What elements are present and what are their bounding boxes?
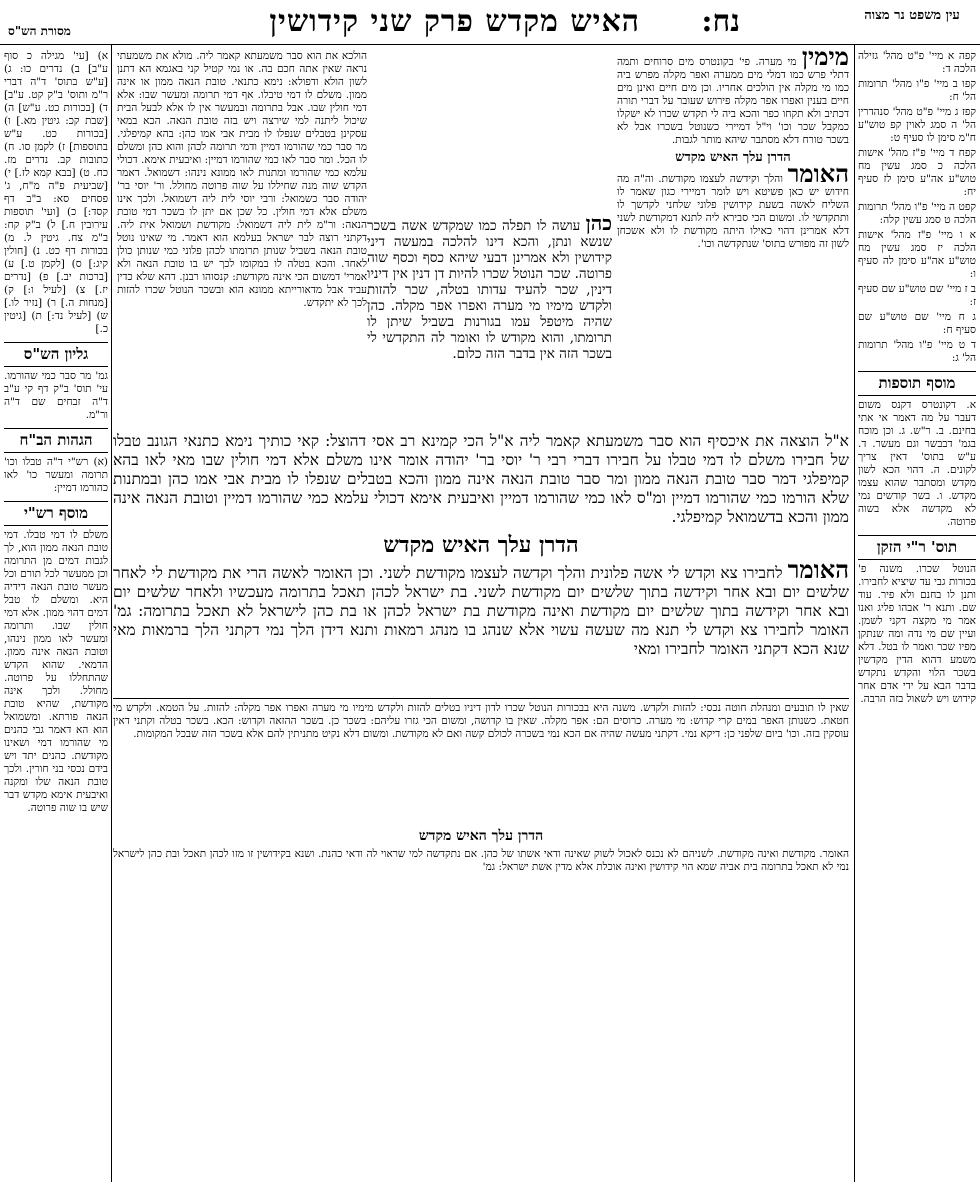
- ein-mishpat-entry: קפז ג מיי' פ"ט מהל' סנהדרין הל' ה סמג לאוין קפ טוש"ע ח"מ סימן לו סעיף ט:: [858, 106, 976, 144]
- rashi-text: הולכא את הוא סבר משמעתא קאמר ליה. מולא את משמעתי נראה שאין אתה חכם בה. או נמי קטיל קני באגמא הא דתנן לשון הולא ודפולא: נימא כתנאי. טובת הנאה ממון או אינה ממון. משלם לו דמי טיבלו. אף דמי תרומה ומעשר שבו: אלא דמי חולין שבו. אבל בתרומה ובמעשר אין לו אלא לבעל הבית שיכול ליתנה למי שירצה ויש בזה טובת הנאה. הכא במאי עסקינן בטבלים שנפלו לו מבית אבי אמו כהן: בהא קמיפלגי. מר סבר כמי שהורמו דמיין ודמי תרומה לכהן והוא כהן ומשלם לו הכל. ומר סבר לאו כמי שהורמו דמיין: ואיבעית אימא. דכולי עלמא כמי שהורמו ומתנות לאו ממונא נינהו: דשמואל. דאמר הקדש שוה מנה שחיללו על שוה פרוטה מחולל. ור' יוסי בר' יהודה סבר כשמואל: ורבי יוסי לית ליה דשמואל. ולכך אינו משלם אלא דמי חולין. כל שכן אם יתן לו בשכר דמי טובת הנאה: ור"מ לית ליה דשמואל: מקודשת ושמואל אית ליה. דקתני רוצה לבר ישראל בעלמא הוא דאמר. מי שאינו נוטל טובת הנאה בשביל שנותן תרומתו לכהן פלוני כמי שנותן כולן לאחד. והכא בטלה לו במקומו לכך יש בו טובת הנאה ולא אמרי' דמשום הכי אינה מקודשת: קנסוהו רבנן. דהא שלא כדין עביד אבל מדאורייתא ממונא הוא ובשכר הנוטל שכרו להזות לכך לא יתקדש.: [117, 50, 367, 309]
- left-column-divider: [111, 44, 112, 1182]
- header-rule: [0, 44, 980, 45]
- ein-mishpat-entry: קפט ה מיי' פ"ו מהל' תרומות הלכה ט סמג עשין קלה:: [858, 201, 976, 226]
- tosafot-block-1: [617, 50, 849, 147]
- page-title: האיש מקדש פרק שני קידושין: [269, 4, 640, 39]
- ein-mishpat-entry: ב ז מיי' שם טוש"ע שם סעיף ז:: [858, 283, 976, 308]
- hadran-small-title: הדרן עלך האיש מקדש: [418, 828, 544, 844]
- tosafot-text-1: מי מערה. פי' בקונטרס מים סרוחים ותמה דתלי פרש כמו דמלי מים ממערה ואפר מקלה מפרש ביה כמו מי מקלה אין הולכים אחריו. וכן מים חיים ואינן מים חיים בענין ואפרו אפר מקלה פירוש שעובר על דברי תורה דכתיב ולא תקחו כפר והכא ביה לי תקדש שכרו לא ישקלו כמקבל שכר וכו' וי"ל דמיירי כשנוטל בשכרו אבל לא בשכר טורח דלא מסתבר שיהא מותר לגבות.: [617, 56, 849, 146]
- tosafot-column: [617, 50, 849, 430]
- tosafot-hadran: הדרן עלך האיש מקדש: [675, 150, 791, 165]
- ein-mishpat-list: [858, 50, 976, 365]
- musaf-rashi-title: מוסף רש"י: [4, 501, 108, 526]
- gemara-text-1: א"ל הוצאה את איכסיף הוא סבר משמעתא קאמר ליה א"ל הכי קמינא רב אסי דהוצל: קאי כותיך נימא כתנאי הגונב טבלו של חבירו משלם לו דמי טבלו על חבירו דברי רבי ר' יוסי בר' יהודה אומר אינו משלם אלא דמי חולין שבו מאי לאו בהא קמיפלגי דמר סבר טובת הנאה ממון ומר סבר טובת הנאה אינה ממון והכא בטבלים שנפלו לו מבית אבי אמו כהן ובמתנות שלא הורמו כמי שהורמו דמיין ומ"ס לאו כמי שהורמו דמיין ואיבעית אימא דכולי עלמא כמי שהורמו דמיין וטובת הנאה אינה ממון והכא בדשמואל קמיפלגי.: [113, 432, 849, 526]
- hagahot-text: (א) רש"י ד"ה טבלו וכו' תרומה ומעשר כו' לאו כהורמו דמיין:: [4, 456, 108, 494]
- rashi-column: [117, 50, 367, 480]
- mishna-2-text: לחבירו צא וקדש לי אשה פלונית והלך וקדשה לעצמו מקודשת לשני. וכן האומר לאשה הרי את מקודשת לי לאחר שלשים יום ובא אחר וקידשה בתוך שלשים יום מקודשת לשני. בת ישראל לכהן תאכל בתרומה מעכשיו ולאחר שלשים יום ובא אחר וקידשה בתוך שלשים יום מקודשת ואינה מקודשת בת ישראל לכהן או בת כהן לישראל לא תאכל בתרומה: גמ' האומר לחבירו צא וקדש לי תנא מה שעשה עשוי אלא שנהג בו מנהג רמאות ותנא דידן הלך נמי דקתני הלך ברמאות מאי שנא הכא דקתני האומר לחבירו ומאי: [113, 564, 849, 658]
- mishna-2-lead-word: האומר: [787, 560, 849, 584]
- tos-rosh-title: תוס' ר"י הזקן: [858, 535, 976, 560]
- mishna-text: עושה לו תפלה כמו שמקדש אשה בשכר שנשא ונתן, והכא דינו להלכה במעשה דיני קידושין ולא אמרינן דבעי שיהא כסף וכסף שוה פרוטה. שכר הנוטל שכרו להיות דן דנין אין דיניו דינין, שכר להעיד עדותו בטלה, שכר להזות ולקדש מימיו מי מערה ואפרו אפר מקלה. כהן שהיה מיטפל עמו בגורנות בשביל שיתן לו תרומתו, והוא מקודש לו ואומר לה התקדשי לי בשכר הזה אין בדבר הזה כלום.: [367, 218, 612, 362]
- ein-mishpat-entry: ד ט מיי' פ"ו מהל' תרומות הל' ג:: [858, 339, 976, 364]
- gilyon-text: גמ' מר סבר כמי שהורמו. עי' תוס' ב"ק דף קי ע"ב ד"ה זבחים שם ד"ה ור"מ.: [4, 370, 108, 421]
- bottom-rashi-text: שאין לו תובעים ומנהלת חוטה נכסי: להזות ולקדש. משנה היא בבכורות הנוטל שכרו לדון דיניו בטלים להזות ולקדש מימיו מי מערה ואפרו אפר מקלה: להזות. על הטמא. ולקדש מי חטאת. כשנותן האפר במים קרי קדוש: מי מערה. כרוסים הם: אפר מקלה. שאין בו קדושה, ומשום הכי גזרו עליהם: בשכר כן. בשכר ההזאה וקדוש: הכא. בשכר בטלה וקתני דאין עוסקין בזה. וכו' ביום שלפני כן: דיקא נמי. דקתני מעשה שהיה אם הכא נמי בשכרה לכולם קשה ואם לא מקודשת. ומשום דלא נקיט מתניתין להם אלא בשכר הזה שבכל המקומות.: [113, 702, 849, 740]
- gilyon-title: גליון הש"ס: [4, 342, 108, 367]
- tosafot-block-2: [617, 159, 849, 251]
- right-column-divider: [854, 44, 855, 1182]
- hadran-title: הדרן עלך האיש מקדש: [383, 532, 579, 558]
- ein-mishpat-entry: א ו מיי' פ"ז מהל' אישות הלכה יז סמג עשין מח טוש"ע אה"ע סימן לה סעיף ו:: [858, 229, 976, 280]
- musaf-tosafot-text: א. דקונטרס דקנס משום דעבר על מה דאמר אי אתי בחינם. ב. ר"ש. ג. וכן מוכח בגמ' דבבשר וגם מעשר. ד. ע"ש בתוס' דאין צריך לקונים. ה. דהוי הכא לשון מקדש ומסתבר שהוא עצמו מקדש. ו. בשר קודשים נמי לא מקדשה אלא בשוה פרוטה.: [858, 399, 976, 528]
- mesores-header: מסורת הש"ס: [8, 24, 71, 38]
- ein-mishpat-entry: קפו ב מיי' פ"ו מהל' תרומות הל' ח:: [858, 78, 976, 103]
- gemara-block-1: [113, 432, 849, 527]
- musaf-tosafot-title: מוסף תוספות: [858, 371, 976, 396]
- daf-number: נח:: [701, 4, 740, 39]
- ein-mishpat-entry: ג ח מיי' שם טוש"ע שם סעיף ח:: [858, 311, 976, 336]
- mishna-block: [367, 215, 612, 425]
- ein-mishpat-entry: קפח ד מיי' פ"ז מהל' אישות הלכה כ סמג עשין מח טוש"ע אה"ע סימן לז סעיף יח:: [858, 147, 976, 198]
- left-margin-column: [4, 50, 108, 1175]
- hadran-small-banner: [113, 826, 849, 846]
- ein-mishpat-header: עין משפט נר מצוה: [864, 8, 960, 23]
- tosafot-lead-word: מימין: [801, 50, 849, 71]
- hadran-banner: [113, 530, 849, 560]
- tos-rosh-text: הנוטל שכרו. משנה פ' בכורות גבי עד שיציא לחבירו. ותנן לו בחנם ולא פיר. עוד שם. ותנא ר' אבהו פליג ואנו אמר מי מקצה דקני לשמן. ועיין שם מי נדה ומה שנתקן מפיו שכר ואמר לו בטל. דלא משמע דהוא הדין מקדשין בשכר הלוי והקדש נתקדש בדבר הבא על ידי אדם אחר קידוש ויש לשאול בזה הרבה.: [858, 563, 976, 705]
- bottom-commentary-rule: [113, 698, 849, 699]
- bottom-rashi-block: [113, 702, 849, 822]
- bottom-rashi-text-2: האומר. מקודשת ואינה מקודשת. לשניהם לא נכנס לאכול לשוק שאינה ודאי אשתו של כהן. אם נתקדשה למי שראוי לה ודאי כהנת. ושנא בקידושין זו מזו לכהן תאכל ובת כהן לישראל נמי לא תאכל בתרומה בית אביה שמא הוי קידושין ואינה אוכלת אלא מדין אשת ישראל: גמ': [113, 848, 849, 873]
- mishna-2-block: [113, 560, 849, 695]
- mesores-text: א) [עי' מגילה כ סוף ע"ב] ב) נדרים כו: ג) [ע"ש בתוס' ד"ה דברי ר"מ ותוס' ב"ק קט. ע"ב] ד) [בכורות כט. ע"ש] ה) [שבת קכ: גיטין מא.] ו) [בכורות כט. ע"ש בתוספות] ז) לקמן סו. ח) כתובות קב. נדרים מז. כח. ט) [בבא קמא לז.] י) [שביעית פ"ה מ"ח, ג' פסחים סא: ב"ב דף קסד:] כ) [ועי' תוספות עירובין ח.] ל) ב"ק קח: ב"מ צח. גיטין ל. מ) בכורות דף כט. נ) [חולין קיג:] ס) [לקמן ט.] ע) [ברכות יב.] פ) [נדרים יז.] צ) [לעיל ו:] ק) [מנחות ה.] ר) [נזיר לו.] ש) [לעיל נד:] ת) [גיטין כ.]: [4, 50, 108, 335]
- ein-mishpat-column: [858, 50, 976, 1175]
- ein-mishpat-entry: קפה א מיי' פ"ט מהל' גזילה הלכה ד:: [858, 50, 976, 75]
- hagahot-title: הגהות הב"ח: [4, 428, 108, 453]
- tosafot-lead-word-2: האומר: [787, 159, 849, 188]
- page-header: [0, 4, 980, 44]
- mishna-lead-word: כהן: [585, 215, 612, 235]
- tosafot-text-2: והלך וקידשה לעצמו מקודשת. וה"ה מה חידוש יש כאן פשיטא ויש לומר דמיירי כגון שאמר לו השליח לאשה בשעת קידושין פלוני שלחני לקדשך לו ותתקדשי לו. ומשום הכי סבירא ליה לתנא דמקודשת לשני דלא אמרינן דהוי כאילו היתה מקודשת לו ולא אשכחן לשון זה מפורש בתוס' שנתקדשה וכו'.: [617, 173, 849, 250]
- bottom-rashi-block-2: [113, 848, 849, 1178]
- musaf-rashi-text: משלם לו דמי טבלו. דמי טובת הנאה ממון הוא, לך לגבות דמים מן התרומה וכן ממעשר לכל תורם וכל מעשר טובת הנאה דידיה היא. ומשלם לו טבל דמים דהוי ממון. אלא דמי חולין שבו. ותרומה ומעשר לאו ממון נינהו, וטובת הנאה אינה ממון. הדמאי. שהוא הקדש שהתחללו על פרוטה. מחולל. ולכך אינה מקודשת, שהיא טובת הנאה פורתא. ומשמואל הוא הא דאמר גבי כהנים מי שהורמו דמי ושאינו מקודשת. כהנים יתד ויש בידם נכסי בני חורין. ולכך טובת הנאה שלו ומקנה ואיבעית אימא מקדש דבר שיש בו שוה פרוטה.: [4, 529, 108, 814]
